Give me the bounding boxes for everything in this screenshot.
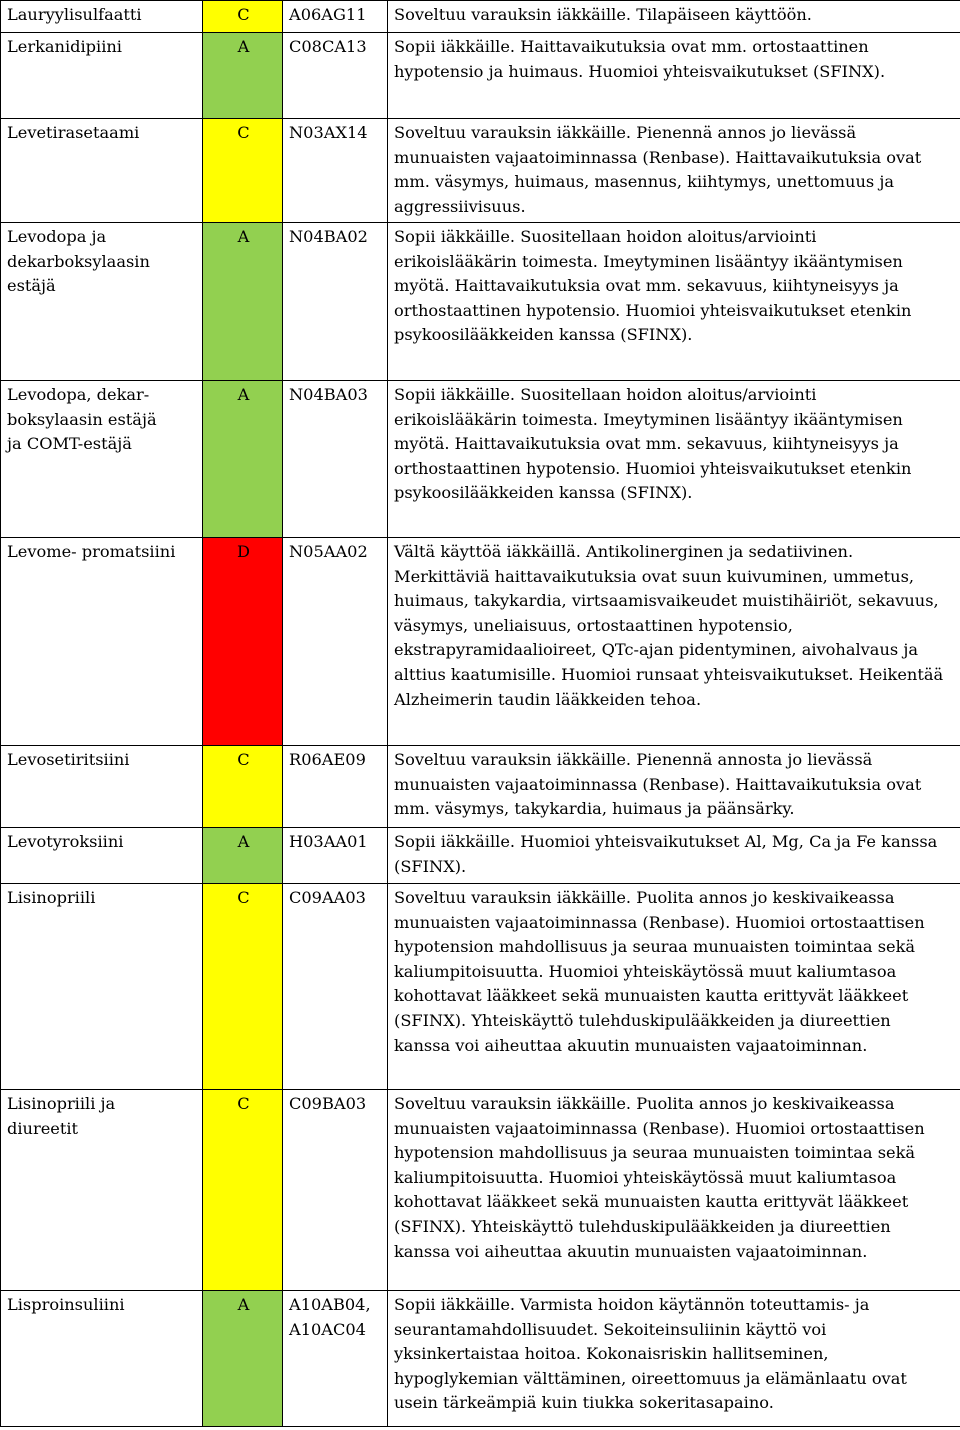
atc-code-cell: N03AX14 <box>283 119 388 223</box>
table-row <box>1 538 960 746</box>
classification-cell <box>203 1090 283 1291</box>
description-cell: Soveltuu varauksin iäkkäille. Puolita annos jo keskivaikeassa munuaisten vajaatoiminnassa (Renbase). Huomioi ortostaattisen hypotension mahdollisuus ja seuraa munuaisten toimintaa sekä kaliumpitoisuutta. Huomioi yhteiskäytössä muut kaliumtasoa kohottavat lääkkeet sekä munuaisten kautta erittyvät lääkkeet (SFINX). Yhteiskäyttö tulehduskipulääkkeiden ja diureettien kanssa voi aiheuttaa akuutin munuaisten vajaatoiminnan. <box>388 1090 960 1291</box>
classification-letter: C <box>237 888 250 907</box>
classification-cell <box>203 381 283 538</box>
classification-cell <box>203 33 283 119</box>
description-cell: Soveltuu varauksin iäkkäille. Pienennä annos jo lievässä munuaisten vajaatoiminnassa (Renbase). Haittavaikutuksia ovat mm. väsymys, huimaus, masennus, kiihtymys, unettomuus ja aggressiivisuus. <box>388 119 960 223</box>
drug-name-cell: Levetirasetaami <box>1 119 203 223</box>
classification-letter: A <box>237 1295 250 1314</box>
table-row <box>1 119 960 223</box>
description-cell: Soveltuu varauksin iäkkäille. Pienennä annosta jo lievässä munuaisten vajaatoiminnassa (Renbase). Haittavaikutuksia ovat mm. väsymys, takykardia, huimaus ja päänsärky. <box>388 746 960 828</box>
drug-name-cell: Levodopa ja dekarboksylaasin estäjä <box>1 223 203 381</box>
description-cell: Sopii iäkkäille. Haittavaikutuksia ovat mm. ortostaattinen hypotensio ja huimaus. Huomioi yhteisvaikutukset (SFINX). <box>388 33 960 119</box>
classification-letter: C <box>237 123 250 142</box>
table-row <box>1 223 960 381</box>
classification-cell <box>203 884 283 1090</box>
classification-letter: C <box>237 1094 250 1113</box>
classification-cell <box>203 1291 283 1427</box>
drug-name-cell: Levodopa, dekar- boksylaasin estäjä ja COMT-estäjä <box>1 381 203 538</box>
table-row <box>1 1 960 33</box>
classification-letter: D <box>237 542 250 561</box>
drug-name-cell: Lisproinsuliini <box>1 1291 203 1427</box>
atc-code-cell: R06AE09 <box>283 746 388 828</box>
table-row <box>1 828 960 884</box>
description-cell: Soveltuu varauksin iäkkäille. Puolita annos jo keskivaikeassa munuaisten vajaatoiminnassa (Renbase). Huomioi ortostaattisen hypotension mahdollisuus ja seuraa munuaisten toimintaa sekä kaliumpitoisuutta. Huomioi yhteiskäytössä muut kaliumtasoa kohottavat lääkkeet sekä munuaisten kautta erittyvät lääkkeet (SFINX). Yhteiskäyttö tulehduskipulääkkeiden ja diureettien kanssa voi aiheuttaa akuutin munuaisten vajaatoiminnan. <box>388 884 960 1090</box>
table-row <box>1 746 960 828</box>
drug-name-cell: Lisinopriili <box>1 884 203 1090</box>
table-row <box>1 884 960 1090</box>
drug-name-cell: Levosetiritsiini <box>1 746 203 828</box>
description-cell: Sopii iäkkäille. Suositellaan hoidon aloitus/arviointi erikoislääkärin toimesta. Imeytyminen lisääntyy ikääntymisen myötä. Haittavaikutuksia ovat mm. sekavuus, kiihtyneisyys ja orthostaattinen hypotensio. Huomioi yhteisvaikutukset etenkin psykoosilääkkeiden kanssa (SFINX). <box>388 381 960 538</box>
description-cell: Vältä käyttöä iäkkäillä. Antikolinerginen ja sedatiivinen. Merkittäviä haittavaikutuksia ovat suun kuivuminen, ummetus, huimaus, takykardia, virtsaamisvaikeudet muistihäiriöt, sekavuus, väsymys, uneliaisuus, ortostaattinen hypotensio, ekstrapyramidaalioireet, QTc-ajan pidentyminen, aivohalvaus ja alttius kaatumisille. Huomioi runsaat yhteisvaikutukset. Heikentää Alzheimerin taudin lääkkeiden tehoa. <box>388 538 960 746</box>
classification-cell <box>203 1 283 33</box>
atc-code-cell: C09BA03 <box>283 1090 388 1291</box>
drug-name-cell: Lauryylisulfaatti <box>1 1 203 33</box>
atc-code-cell: C08CA13 <box>283 33 388 119</box>
description-cell: Sopii iäkkäille. Huomioi yhteisvaikutukset Al, Mg, Ca ja Fe kanssa (SFINX). <box>388 828 960 884</box>
atc-code-cell: N04BA03 <box>283 381 388 538</box>
drug-name-cell: Levome- promatsiini <box>1 538 203 746</box>
table-row <box>1 33 960 119</box>
classification-letter: C <box>237 750 250 769</box>
atc-code-cell: N04BA02 <box>283 223 388 381</box>
table-row <box>1 1090 960 1291</box>
description-cell: Sopii iäkkäille. Suositellaan hoidon aloitus/arviointi erikoislääkärin toimesta. Imeytyminen lisääntyy ikääntymisen myötä. Haittavaikutuksia ovat mm. sekavuus, kiihtyneisyys ja orthostaattinen hypotensio. Huomioi yhteisvaikutukset etenkin psykoosilääkkeiden kanssa (SFINX). <box>388 223 960 381</box>
classification-cell <box>203 119 283 223</box>
classification-cell <box>203 538 283 746</box>
classification-letter: C <box>237 5 250 24</box>
atc-code-cell: N05AA02 <box>283 538 388 746</box>
atc-code-cell: A10AB04, A10AC04 <box>283 1291 388 1427</box>
classification-cell <box>203 746 283 828</box>
atc-code-cell: A06AG11 <box>283 1 388 33</box>
classification-letter: A <box>237 832 250 851</box>
drug-name-cell: Lisinopriili ja diureetit <box>1 1090 203 1291</box>
description-cell: Soveltuu varauksin iäkkäille. Tilapäiseen käyttöön. <box>388 1 960 33</box>
drug-name-cell: Lerkanidipiini <box>1 33 203 119</box>
table-row <box>1 1291 960 1427</box>
classification-letter: A <box>237 227 250 246</box>
table-row <box>1 381 960 538</box>
classification-cell <box>203 828 283 884</box>
drug-table-body <box>1 1 960 1427</box>
atc-code-cell: H03AA01 <box>283 828 388 884</box>
classification-cell <box>203 223 283 381</box>
drug-name-cell: Levotyroksiini <box>1 828 203 884</box>
atc-code-cell: C09AA03 <box>283 884 388 1090</box>
classification-letter: A <box>237 385 250 404</box>
description-cell: Sopii iäkkäille. Varmista hoidon käytännön toteuttamis- ja seurantamahdollisuudet. Sekoiteinsuliinin käyttö voi yksinkertaistaa hoitoa. Kokonaisriskin hallitseminen, hypoglykemian välttäminen, oireettomuus ja elämänlaatu ovat usein tärkeämpiä kuin tiukka sokeritasapaino. <box>388 1291 960 1427</box>
classification-letter: A <box>237 37 250 56</box>
